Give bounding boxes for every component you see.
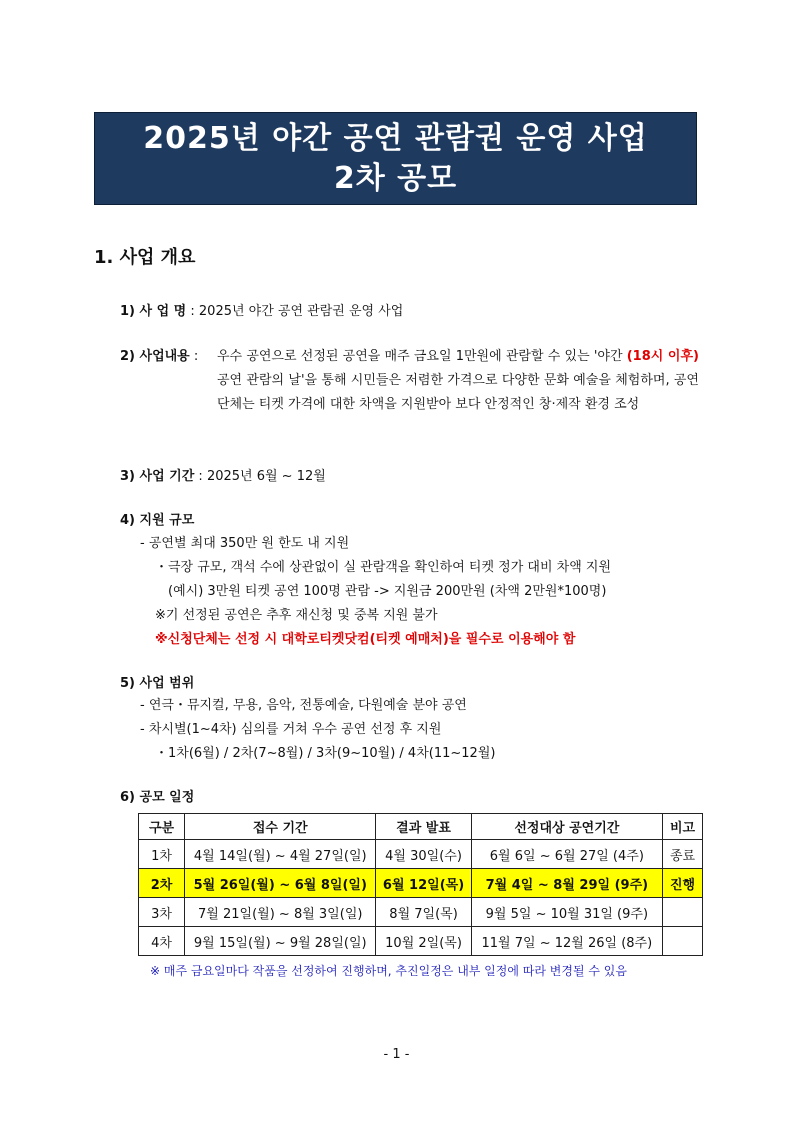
title-line-2: 2차 공모: [333, 160, 458, 196]
table-row-current: [139, 869, 703, 898]
table-header-row: [139, 814, 703, 840]
item-schedule-label: 6) 공모 일정: [120, 790, 195, 805]
item-label: 2) 사업내용: [120, 349, 190, 364]
content-text-b: 공연 관람의 날'을 통해 시민들은 저렴한 가격으로 다양한 문화 예술을 체험하며, 공연 단체는 티켓 가격에 대한 차액을 지원받아 보다 안정적인 창·제작 환경 조성: [217, 373, 699, 412]
table-row: [139, 927, 703, 956]
support-line-3: (예시) 3만원 티켓 공연 100명 관람 -> 지원금 200만원 (차액 2만원*100명): [168, 584, 607, 599]
table-cell: 10월 2일(목): [376, 927, 471, 956]
header-cell: 비고: [663, 814, 703, 840]
title-line-1: 2025년 야간 공연 관람권 운영 사업: [143, 120, 648, 156]
table-row: [139, 898, 703, 927]
table-cell: 4월 30일(수): [376, 840, 471, 869]
schedule-note: ※ 매주 금요일마다 작품을 선정하여 진행하며, 추진일정은 내부 일정에 따라 변경될 수 있음: [150, 964, 627, 978]
item-label: 1) 사 업 명: [120, 304, 187, 319]
item-content-label: [120, 345, 198, 369]
table-cell: [663, 927, 703, 956]
table-cell: 6월 12일(목): [376, 869, 471, 898]
item-scope-label: 5) 사업 범위: [120, 676, 195, 691]
table-cell: 진행: [663, 869, 703, 898]
support-line-2: ・극장 규모, 객석 수에 상관없이 실 관람객을 확인하여 티켓 정가 대비 차액 지원: [155, 560, 612, 575]
table-cell: 9월 5일 ~ 10월 31일 (9주): [471, 898, 662, 927]
table-cell: 7월 21일(월) ~ 8월 3일(일): [185, 898, 376, 927]
item-sep: :: [189, 349, 199, 364]
table-row: [139, 840, 703, 869]
item-label: 3) 사업 기간: [120, 469, 195, 484]
table-cell: 2차: [139, 869, 185, 898]
item-project-name: [120, 300, 403, 324]
scope-line-2: - 차시별(1~4차) 심의를 거쳐 우수 공연 선정 후 지원: [140, 722, 442, 737]
table-cell: 8월 7일(목): [376, 898, 471, 927]
section-heading: 1. 사업 개요: [94, 247, 196, 268]
table-cell: 6월 6일 ~ 6월 27일 (4주): [471, 840, 662, 869]
table-cell: 1차: [139, 840, 185, 869]
header-cell: 선정대상 공연기간: [471, 814, 662, 840]
schedule-table: [138, 813, 703, 956]
table-cell: 4월 14일(월) ~ 4월 27일(일): [185, 840, 376, 869]
table-cell: 5월 26일(월) ~ 6월 8일(일): [185, 869, 376, 898]
item-period: [120, 465, 326, 489]
scope-line-3: ・1차(6월) / 2차(7~8월) / 3차(9~10월) / 4차(11~12월): [155, 746, 496, 761]
item-support-label: 4) 지원 규모: [120, 513, 195, 528]
content-text-a: 우수 공연으로 선정된 공연을 매주 금요일 1만원에 관람할 수 있는 '야간: [217, 349, 627, 364]
title-banner: [94, 112, 697, 205]
table-cell: 9월 15일(월) ~ 9월 28일(일): [185, 927, 376, 956]
header-cell: 구분: [139, 814, 185, 840]
scope-line-1: - 연극・뮤지컬, 무용, 음악, 전통예술, 다원예술 분야 공연: [140, 698, 467, 713]
support-line-1: - 공연별 최대 350만 원 한도 내 지원: [140, 536, 350, 551]
item-sep: :: [194, 469, 207, 484]
table-cell: 3차: [139, 898, 185, 927]
header-cell: 결과 발표: [376, 814, 471, 840]
table-cell: 11월 7일 ~ 12월 26일 (8주): [471, 927, 662, 956]
item-content-text: [217, 345, 699, 417]
table-cell: [663, 898, 703, 927]
content-text-highlight: (18시 이후): [626, 349, 699, 364]
item-value: 2025년 6월 ~ 12월: [206, 469, 326, 484]
support-line-4: ※기 선정된 공연은 추후 재신청 및 중복 지원 불가: [155, 608, 438, 623]
item-value: 2025년 야간 공연 관람권 운영 사업: [198, 304, 404, 319]
table-cell: 종료: [663, 840, 703, 869]
page-number: - 1 -: [383, 1047, 410, 1062]
header-cell: 접수 기간: [185, 814, 376, 840]
item-sep: :: [186, 304, 199, 319]
support-line-5: ※신청단체는 선정 시 대학로티켓닷컴(티켓 예매처)을 필수로 이용해야 함: [155, 632, 576, 647]
table-cell: 7월 4일 ~ 8월 29일 (9주): [471, 869, 662, 898]
table-cell: 4차: [139, 927, 185, 956]
